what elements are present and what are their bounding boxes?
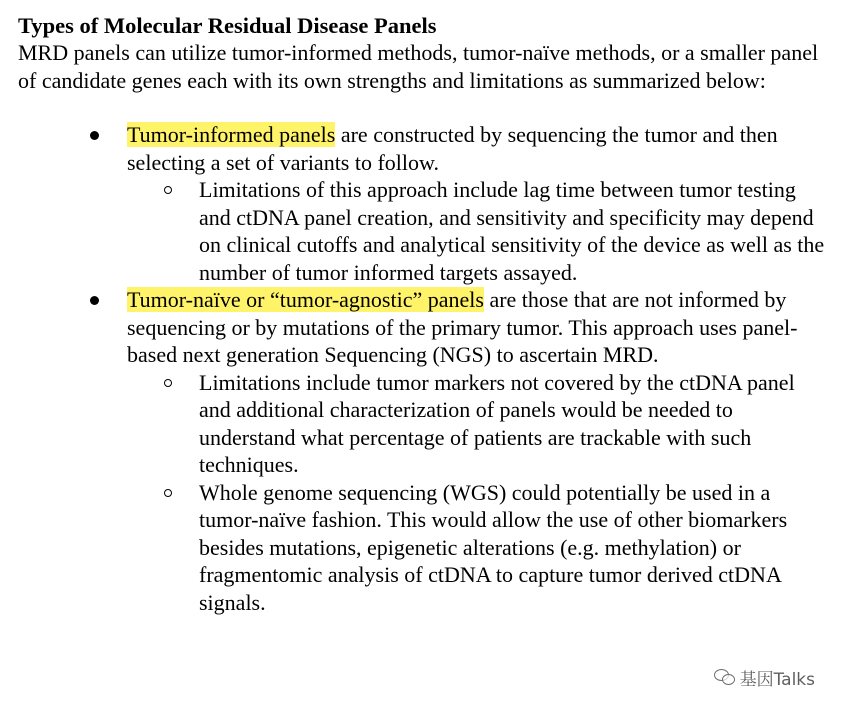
highlighted-term: Tumor-informed panels (127, 122, 336, 147)
sub-list-item (127, 369, 828, 479)
section-heading: Types of Molecular Residual Disease Panels (18, 13, 437, 38)
highlighted-term: Tumor-naïve or “tumor-agnostic” panels (127, 287, 484, 312)
bullet-circle-icon (164, 186, 172, 194)
sub-item-text: Whole genome sequencing (WGS) could potentially be used in a tumor-naïve fashion. This would allow the use of other biomarkers besides mutations, epigenetic alterations (e.g. methylation) or fragmentomic analysis of ctDNA to capture tumor derived ctDNA signals. (199, 479, 788, 615)
sub-list (127, 176, 828, 286)
list-item-tumor-naive (18, 286, 828, 616)
sub-item-text: Limitations of this approach include lag time between tumor testing and ctDNA panel creation, and sensitivity and specificity may depend on clinical cutoffs and analytical sensitivity of the device as well as the number of tumor informed targets assayed. (199, 177, 825, 285)
watermark (711, 664, 818, 691)
bullet-dot-icon (90, 296, 99, 305)
sub-list-item (127, 479, 828, 617)
panel-type-list (18, 121, 828, 616)
bullet-text: are constructed by sequencing the tumor and then selecting a set of variants to follow. (127, 122, 778, 175)
bullet-circle-icon (164, 379, 172, 387)
bullet-dot-icon (90, 131, 99, 140)
sub-item-text: Limitations include tumor markers not covered by the ctDNA panel and additional characterization of panels would be needed to understand what percentage of patients are trackable with such techniques. (199, 369, 795, 477)
wechat-icon (714, 669, 736, 686)
intro-paragraph: MRD panels can utilize tumor-informed methods, tumor-naïve methods, or a smaller panel of candidate genes each with its own strengths and limitations as summarized below: (18, 40, 819, 93)
bullet-text: are those that are not informed by sequencing or by mutations of the primary tumor. This approach uses panel-based next generation Sequencing (NGS) to ascertain MRD. (127, 287, 798, 367)
document-page (18, 12, 828, 616)
sub-list-item (127, 176, 828, 286)
bullet-circle-icon (164, 489, 172, 497)
list-item-tumor-informed (18, 121, 828, 286)
watermark-text: 基因Talks (739, 670, 815, 690)
sub-list (127, 369, 828, 617)
